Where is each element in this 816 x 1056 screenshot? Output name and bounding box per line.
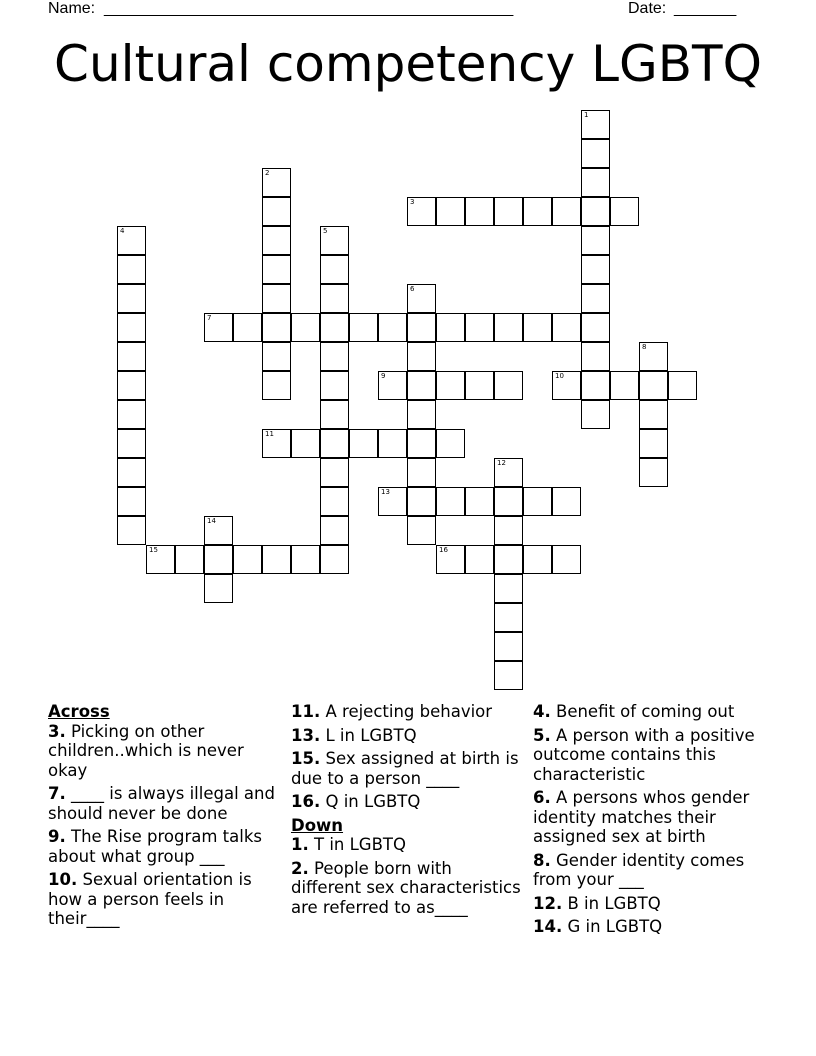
- cell-number: 2: [265, 169, 270, 177]
- crossword-cell[interactable]: [581, 168, 610, 197]
- crossword-cell[interactable]: [407, 487, 436, 516]
- cell-number: 4: [120, 227, 125, 235]
- crossword-cell[interactable]: [494, 313, 523, 342]
- clue-number: 1.: [291, 835, 309, 854]
- crossword-cell[interactable]: [407, 342, 436, 371]
- crossword-cell[interactable]: [233, 313, 262, 342]
- crossword-cell[interactable]: [349, 429, 378, 458]
- clue-down-2: [291, 859, 523, 918]
- clue-text: Benefit of coming out: [556, 702, 735, 721]
- crossword-cell[interactable]: [494, 516, 523, 545]
- crossword-cell[interactable]: [262, 313, 291, 342]
- crossword-cell[interactable]: [320, 226, 349, 255]
- clue-column-1: [48, 702, 280, 933]
- clue-text: Sexual orientation is how a person feels in their____: [48, 870, 252, 928]
- crossword-cell[interactable]: [320, 313, 349, 342]
- crossword-cell[interactable]: [117, 371, 146, 400]
- across-heading: Across: [48, 702, 110, 721]
- crossword-cell[interactable]: [117, 458, 146, 487]
- crossword-cell[interactable]: [349, 313, 378, 342]
- crossword-cell[interactable]: [610, 371, 639, 400]
- crossword-cell[interactable]: [407, 516, 436, 545]
- crossword-cell[interactable]: [407, 400, 436, 429]
- crossword-cell[interactable]: [262, 255, 291, 284]
- cell-number: 1: [584, 111, 589, 119]
- cell-number: 6: [410, 285, 415, 293]
- crossword-cell[interactable]: [262, 545, 291, 574]
- clue-across-16: [291, 792, 523, 812]
- crossword-cell[interactable]: [436, 371, 465, 400]
- crossword-cell[interactable]: [465, 371, 494, 400]
- clue-text: A persons whos gender identity matches their assigned sex at birth: [533, 788, 750, 846]
- clue-number: 14.: [533, 917, 563, 936]
- name-label: Name:: [48, 0, 96, 17]
- crossword-cell[interactable]: [494, 574, 523, 603]
- clue-across-10: [48, 870, 280, 929]
- crossword-cell[interactable]: [552, 545, 581, 574]
- crossword-cell[interactable]: [117, 226, 146, 255]
- cell-number: 5: [323, 227, 328, 235]
- crossword-cell[interactable]: [639, 342, 668, 371]
- crossword-cell[interactable]: [233, 545, 262, 574]
- crossword-cell[interactable]: [523, 313, 552, 342]
- crossword-cell[interactable]: [639, 429, 668, 458]
- cell-number: 15: [149, 546, 158, 554]
- crossword-cell[interactable]: [581, 110, 610, 139]
- clue-number: 4.: [533, 702, 551, 721]
- clue-number: 12.: [533, 893, 563, 913]
- crossword-cell[interactable]: [291, 313, 320, 342]
- crossword-cell[interactable]: [262, 371, 291, 400]
- crossword-cell[interactable]: [639, 400, 668, 429]
- crossword-cell[interactable]: [378, 313, 407, 342]
- crossword-cell[interactable]: [320, 342, 349, 371]
- crossword-cell[interactable]: [407, 429, 436, 458]
- clue-text: Gender identity comes from your ___: [533, 850, 745, 889]
- clue-number: 15.: [291, 749, 321, 768]
- clue-number: 8.: [533, 850, 551, 870]
- clue-number: 2.: [291, 858, 309, 878]
- clue-number: 5.: [533, 725, 551, 745]
- crossword-cell[interactable]: [320, 487, 349, 516]
- clue-text: A person with a positive outcome contains this characteristic: [533, 725, 755, 784]
- crossword-cell[interactable]: [581, 284, 610, 313]
- crossword-cell[interactable]: [117, 313, 146, 342]
- crossword-cell[interactable]: [465, 545, 494, 574]
- cell-number: 11: [265, 430, 274, 438]
- clue-across-13: [291, 726, 523, 746]
- clue-down-12: [533, 894, 773, 914]
- crossword-cell[interactable]: [436, 487, 465, 516]
- crossword-cell[interactable]: [320, 516, 349, 545]
- cell-number: 9: [381, 372, 386, 380]
- crossword-cell[interactable]: [117, 429, 146, 458]
- crossword-cell[interactable]: [320, 284, 349, 313]
- crossword-cell[interactable]: [291, 545, 320, 574]
- crossword-cell[interactable]: [581, 313, 610, 342]
- crossword-cell[interactable]: [581, 226, 610, 255]
- crossword-cell[interactable]: [320, 458, 349, 487]
- crossword-cell[interactable]: [436, 545, 465, 574]
- clue-across-9: [48, 827, 280, 866]
- crossword-cell[interactable]: [407, 313, 436, 342]
- crossword-cell[interactable]: [117, 284, 146, 313]
- clue-number: 16.: [291, 792, 321, 811]
- clue-down-6: [533, 788, 773, 847]
- crossword-cell[interactable]: [320, 545, 349, 574]
- crossword-cell[interactable]: [494, 603, 523, 632]
- cell-number: 14: [207, 517, 216, 525]
- cell-number: 12: [497, 459, 506, 467]
- clue-text: Sex assigned at birth is due to a person ____: [291, 749, 519, 788]
- clue-down-14: [533, 917, 773, 937]
- crossword-cell[interactable]: [262, 226, 291, 255]
- clue-down-8: [533, 851, 773, 890]
- crossword-cell[interactable]: [494, 458, 523, 487]
- cell-number: 13: [381, 488, 390, 496]
- cell-number: 16: [439, 546, 448, 554]
- cell-number: 3: [410, 198, 415, 206]
- clue-down-4: [533, 702, 773, 722]
- clue-text: G in LGBTQ: [567, 917, 663, 936]
- name-line[interactable]: ______________________________________________: [104, 0, 514, 17]
- header: [48, 0, 748, 20]
- clue-across-3: [48, 722, 280, 781]
- crossword-cell[interactable]: [117, 516, 146, 545]
- crossword-cell[interactable]: [552, 371, 581, 400]
- crossword-cell[interactable]: [320, 400, 349, 429]
- clue-column-2: [291, 702, 523, 921]
- crossword-cell[interactable]: [465, 313, 494, 342]
- crossword-cell[interactable]: [494, 197, 523, 226]
- crossword-cell[interactable]: [204, 313, 233, 342]
- crossword-cell[interactable]: [581, 255, 610, 284]
- crossword-cell[interactable]: [639, 458, 668, 487]
- crossword-cell[interactable]: [262, 197, 291, 226]
- crossword-cell[interactable]: [378, 371, 407, 400]
- crossword-cell[interactable]: [552, 197, 581, 226]
- crossword-cell[interactable]: [494, 661, 523, 690]
- cell-number: 10: [555, 372, 564, 380]
- clue-number: 9.: [48, 827, 66, 846]
- crossword-cell[interactable]: [523, 197, 552, 226]
- crossword-cell[interactable]: [494, 545, 523, 574]
- crossword-cell[interactable]: [523, 545, 552, 574]
- clue-text: People born with different sex characteristics are referred to as____: [291, 858, 521, 917]
- clue-text: B in LGBTQ: [567, 893, 661, 913]
- clue-number: 10.: [48, 870, 78, 889]
- clue-text: T in LGBTQ: [314, 835, 406, 854]
- clue-column-3: [533, 702, 773, 941]
- clue-text: Q in LGBTQ: [325, 792, 421, 811]
- crossword-cell[interactable]: [581, 342, 610, 371]
- crossword-cell[interactable]: [262, 168, 291, 197]
- crossword-cell[interactable]: [204, 574, 233, 603]
- crossword-cell[interactable]: [117, 255, 146, 284]
- clue-text: L in LGBTQ: [325, 725, 417, 745]
- crossword-cell[interactable]: [465, 197, 494, 226]
- date-line[interactable]: _______: [674, 0, 737, 17]
- crossword-cell[interactable]: [436, 313, 465, 342]
- crossword-cell[interactable]: [523, 487, 552, 516]
- crossword-cell[interactable]: [436, 429, 465, 458]
- down-heading: Down: [291, 815, 344, 835]
- clue-text: A rejecting behavior: [325, 702, 493, 721]
- crossword-cell[interactable]: [117, 342, 146, 371]
- crossword-cell[interactable]: [407, 458, 436, 487]
- crossword-cell[interactable]: [610, 197, 639, 226]
- crossword-cell[interactable]: [262, 342, 291, 371]
- crossword-cell[interactable]: [494, 371, 523, 400]
- crossword-cell[interactable]: [117, 400, 146, 429]
- cell-number: 8: [642, 343, 647, 351]
- crossword-cell[interactable]: [320, 255, 349, 284]
- crossword-cell[interactable]: [552, 487, 581, 516]
- crossword-cell[interactable]: [581, 400, 610, 429]
- clue-across-15: [291, 749, 523, 788]
- clue-down-1: [291, 835, 523, 855]
- crossword-cell[interactable]: [320, 429, 349, 458]
- crossword-cell[interactable]: [175, 545, 204, 574]
- crossword-cell[interactable]: [407, 371, 436, 400]
- crossword-cell[interactable]: [407, 197, 436, 226]
- crossword-cell[interactable]: [668, 371, 697, 400]
- crossword-cell[interactable]: [378, 487, 407, 516]
- clue-text: ____ is always illegal and should never be done: [48, 784, 275, 823]
- clue-number: 7.: [48, 784, 66, 803]
- crossword-cell[interactable]: [494, 487, 523, 516]
- crossword-cell[interactable]: [407, 284, 436, 313]
- clue-number: 6.: [533, 788, 551, 807]
- crossword-cell[interactable]: [465, 487, 494, 516]
- crossword-cell[interactable]: [639, 371, 668, 400]
- crossword-cell[interactable]: [581, 197, 610, 226]
- crossword-cell[interactable]: [494, 632, 523, 661]
- crossword-cell[interactable]: [262, 429, 291, 458]
- clue-number: 3.: [48, 721, 66, 741]
- clue-across-7: [48, 784, 280, 823]
- crossword-cell[interactable]: [378, 429, 407, 458]
- crossword-cell[interactable]: [291, 429, 320, 458]
- crossword-cell[interactable]: [581, 139, 610, 168]
- date-label: Date:: [628, 0, 667, 17]
- crossword-cell[interactable]: [552, 313, 581, 342]
- crossword-cell[interactable]: [117, 487, 146, 516]
- crossword-cell[interactable]: [262, 284, 291, 313]
- clue-down-5: [533, 726, 773, 785]
- crossword-cell[interactable]: [581, 371, 610, 400]
- clue-text: The Rise program talks about what group ___: [48, 827, 262, 866]
- puzzle-title: Cultural competency LGBTQ: [54, 35, 762, 93]
- clue-number: 11.: [291, 702, 321, 721]
- clue-across-11: [291, 702, 523, 722]
- clue-number: 13.: [291, 725, 321, 745]
- crossword-cell[interactable]: [320, 371, 349, 400]
- cell-number: 7: [207, 314, 212, 322]
- crossword-cell[interactable]: [204, 545, 233, 574]
- crossword-cell[interactable]: [436, 197, 465, 226]
- crossword-cell[interactable]: [146, 545, 175, 574]
- clue-text: Picking on other children..which is never okay: [48, 721, 244, 780]
- crossword-cell[interactable]: [204, 516, 233, 545]
